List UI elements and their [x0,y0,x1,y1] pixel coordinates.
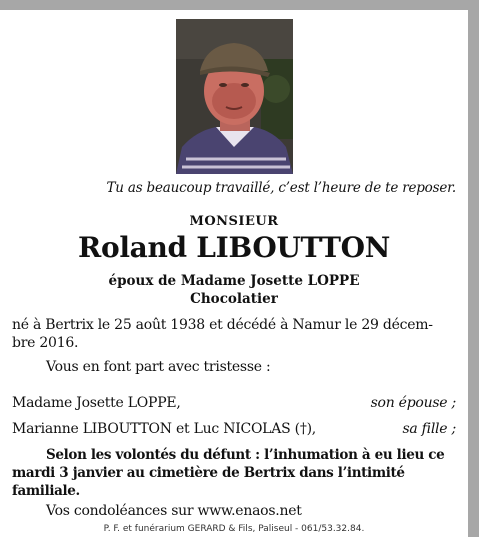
epitaph-quote: Tu as beaucoup travaillé, c’est l’heure de te reposer. [106,180,456,196]
family-relation: son épouse ; [370,395,456,411]
birth-death-line-2: bre 2016. [12,335,79,351]
condolences-line: Vos condoléances sur www.enaos.net [46,503,302,519]
obituary-card [0,10,468,537]
family-row [12,394,456,412]
family-row [12,420,456,438]
funeral-wishes: Selon les volontés du défunt : l’inhumation à eu lieu ce mardi 3 janvier au cimetière de Bertrix dans l’intimité familiale. [12,447,445,499]
funeral-home-footer: P. F. et funérarium GERARD & Fils, Paliseul - 061/53.32.84. [103,524,365,534]
honorific: MONSIEUR [189,214,279,229]
deceased-name: Roland LIBOUTTON [77,231,391,264]
announcement-intro: Vous en font part avec tristesse : [46,359,271,375]
birth-death-line-1: né à Bertrix le 25 août 1938 et décédé à Namur le 29 décem- [12,317,433,333]
spouse-line: époux de Madame Josette LOPPE [108,273,360,289]
family-names: Madame Josette LOPPE, [12,395,181,411]
family-relation: sa fille ; [402,421,456,437]
family-names: Marianne LIBOUTTON et Luc NICOLAS (†), [12,421,316,437]
profession: Chocolatier [190,291,278,307]
birth-death-line [12,316,458,352]
portrait-photo [176,19,293,174]
